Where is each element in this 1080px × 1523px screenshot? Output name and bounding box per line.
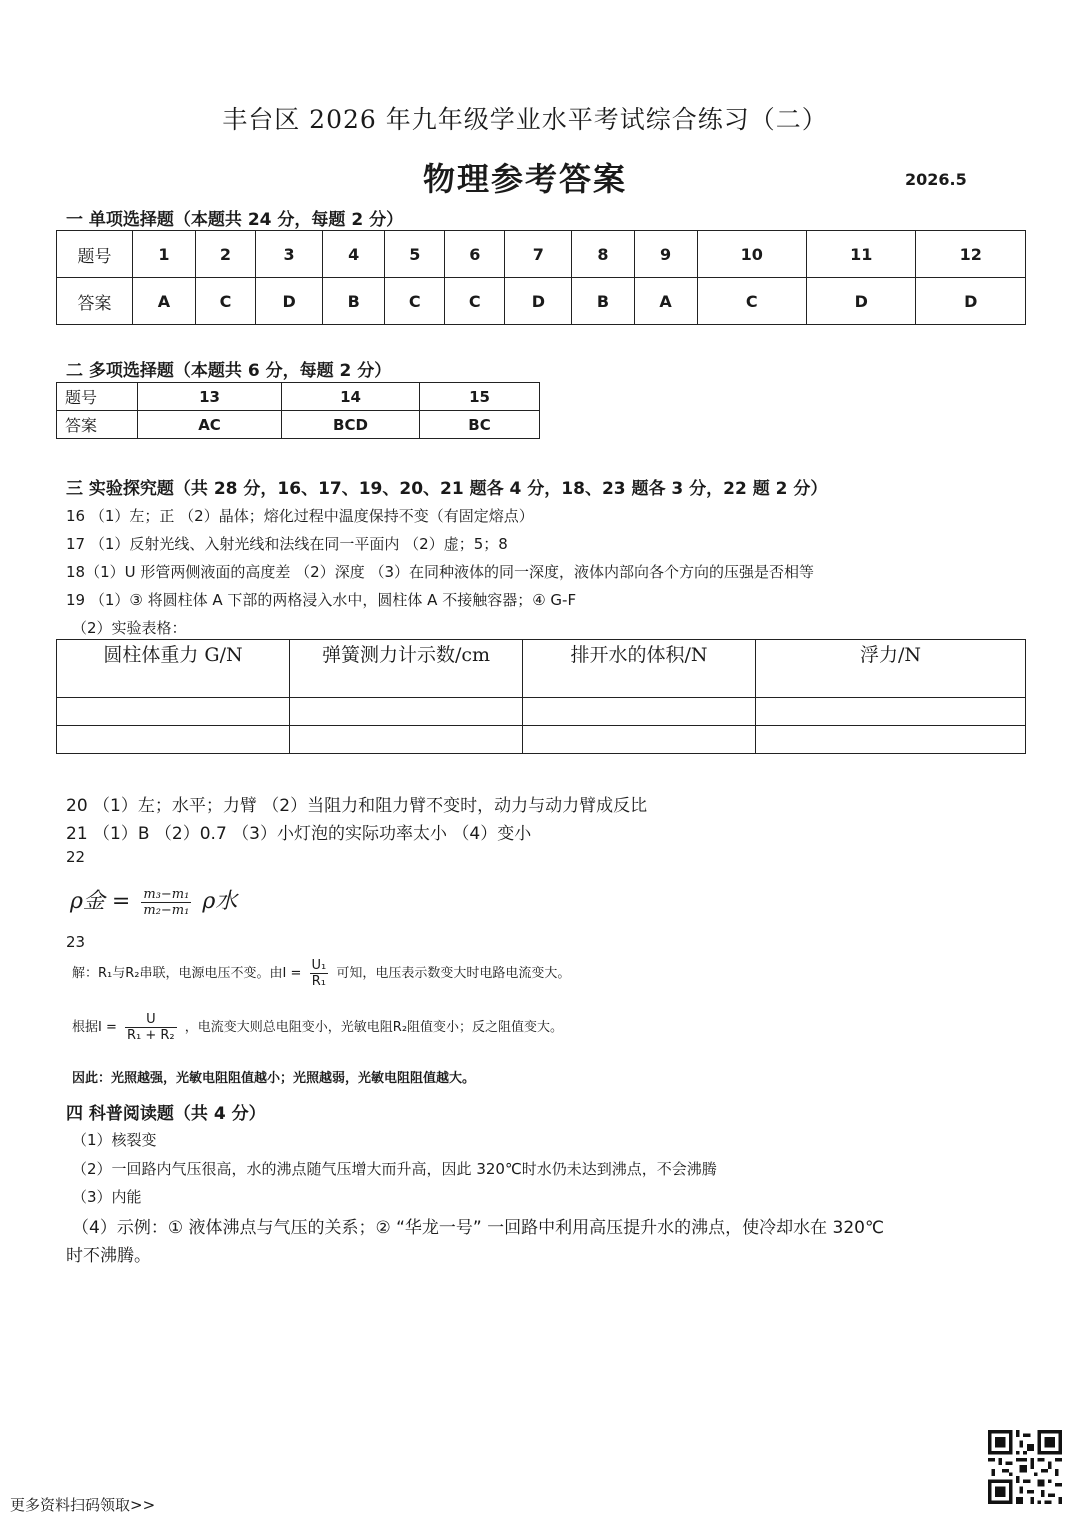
doc-date: 2026.5 (905, 170, 967, 189)
qr-code-icon[interactable] (988, 1430, 1062, 1504)
table-cell: AC (138, 411, 282, 439)
table-cell: 5 (385, 231, 445, 278)
solution-text: 可知，电压表示数变大时电路电流变大。 (336, 966, 571, 981)
table-row (57, 411, 540, 439)
q23-solution-line1 (72, 958, 570, 989)
answer-q18: 18（1）U 形管两侧液面的高度差 （2）深度 （3）在同种液体的同一深度，液体内部向各个方向的压强是否相等 (66, 563, 815, 581)
answer-s4-1: （1）核裂变 (72, 1131, 157, 1149)
density-formula (70, 884, 237, 918)
table-cell (57, 726, 290, 754)
table-cell: BC (420, 411, 540, 439)
table-cell (57, 698, 290, 726)
table-row (57, 726, 1026, 754)
table-cell (523, 698, 756, 726)
table-cell: D (916, 278, 1026, 325)
footer-link[interactable]: 更多资料扫码领取>> (10, 1496, 156, 1514)
table-cell: D (505, 278, 572, 325)
table-cell: C (385, 278, 445, 325)
answer-q16: 16 （1）左；正 （2）晶体；熔化过程中温度保持不变（有固定熔点） (66, 507, 534, 525)
table-cell: 14 (282, 383, 420, 411)
table-header-cell: 圆柱体重力 G/N (57, 640, 290, 698)
table-header-cell: 浮力/N (756, 640, 1026, 698)
answer-s4-4-line1: （4）示例：① 液体沸点与气压的关系；② “华龙一号” 一回路中利用高压提升水的沸点，使冷却水在 320℃ (72, 1218, 885, 1238)
solution-fraction (125, 1012, 177, 1043)
section1-heading: 一 单项选择题（本题共 24 分，每题 2 分） (66, 210, 404, 230)
table-cell: 10 (697, 231, 806, 278)
experiment-table (56, 639, 1026, 754)
table-row (57, 383, 540, 411)
single-choice-table (56, 230, 1026, 325)
solution-fraction (310, 958, 329, 989)
fraction-numerator: U (125, 1012, 177, 1028)
table-row (57, 640, 1026, 698)
table-cell (290, 726, 523, 754)
multi-choice-table (56, 382, 540, 439)
fraction-numerator: U₁ (311, 958, 327, 973)
q23-solution-line3: 因此：光照越强，光敏电阻阻值越小；光照越弱，光敏电阻阻值越大。 (72, 1071, 476, 1086)
table-cell: D (255, 278, 322, 325)
table-cell: C (445, 278, 505, 325)
table-cell: 1 (133, 231, 196, 278)
table-cell: A (133, 278, 196, 325)
table-header-cell: 弹簧测力计示数/cm (290, 640, 523, 698)
table-cell (290, 698, 523, 726)
table-cell: B (323, 278, 385, 325)
table-cell: D (807, 278, 916, 325)
q23-solution-line2 (72, 1012, 563, 1043)
table-cell: 8 (572, 231, 634, 278)
solution-text: 解：R₁与R₂串联，电源电压不变。由I = (72, 966, 302, 981)
doc-title: 丰台区 2026 年九年级学业水平考试综合练习（二） (222, 105, 828, 134)
table-row (57, 231, 1026, 278)
table-cell: 6 (445, 231, 505, 278)
table-cell: 7 (505, 231, 572, 278)
solution-text: ，电流变大则总电阻变小，光敏电阻R₂阻值变小；反之阻值变大。 (184, 1020, 564, 1035)
table-row (57, 698, 1026, 726)
solution-text: 根据I = (72, 1020, 117, 1035)
answer-q23-label: 23 (66, 933, 86, 951)
table-cell: 4 (323, 231, 385, 278)
table-cell: 15 (420, 383, 540, 411)
table-cell: 12 (916, 231, 1026, 278)
table-cell: 9 (634, 231, 697, 278)
doc-subtitle: 物理参考答案 (422, 160, 627, 198)
table-cell: 11 (807, 231, 916, 278)
table-cell: 3 (255, 231, 322, 278)
table-row (57, 278, 1026, 325)
fraction-denominator: R₁ (311, 974, 326, 989)
answer-s4-2: （2）一回路内气压很高，水的沸点随气压增大而升高，因此 320℃时水仍未达到沸点，不会沸腾 (72, 1160, 717, 1178)
table-cell: B (572, 278, 634, 325)
fraction-denominator: R₁ + R₂ (127, 1028, 175, 1043)
table-cell: C (196, 278, 256, 325)
table-cell: A (634, 278, 697, 325)
table-cell (756, 726, 1026, 754)
row-label: 题号 (57, 231, 133, 278)
table-cell (756, 698, 1026, 726)
answer-s4-3: （3）内能 (72, 1188, 142, 1206)
table-cell: BCD (282, 411, 420, 439)
q19-table-label: （2）实验表格： (72, 619, 187, 637)
section4-heading: 四 科普阅读题（共 4 分） (66, 1104, 266, 1124)
answer-s4-4-line2: 时不沸腾。 (66, 1246, 151, 1266)
section2-heading: 二 多项选择题（本题共 6 分，每题 2 分） (66, 361, 392, 381)
answer-q20: 20 （1）左；水平；力臂 （2）当阻力和阻力臂不变时，动力与动力臂成反比 (66, 796, 648, 816)
answer-q17: 17 （1）反射光线、入射光线和法线在同一平面内 （2）虚；5；8 (66, 535, 508, 553)
formula-rhs: ρ水 (202, 889, 238, 914)
row-label: 题号 (57, 383, 138, 411)
table-cell (523, 726, 756, 754)
section3-heading: 三 实验探究题（共 28 分，16、17、19、20、21 题各 4 分，18、23 题各 3 分，22 题 2 分） (66, 479, 828, 499)
answer-q21: 21 （1）B （2）0.7 （3）小灯泡的实际功率太小 （4）变小 (66, 824, 532, 844)
row-label: 答案 (57, 411, 138, 439)
formula-fraction (141, 887, 191, 918)
row-label: 答案 (57, 278, 133, 325)
formula-lhs: ρ金 = (70, 889, 131, 914)
formula-denominator: m₂−m₁ (143, 902, 190, 918)
answer-q19: 19 （1）③ 将圆柱体 A 下部的两格浸入水中，圆柱体 A 不接触容器；④ G-F (66, 591, 577, 609)
answer-q22-label: 22 (66, 848, 86, 866)
formula-numerator: m₃−m₁ (143, 886, 190, 902)
table-header-cell: 排开水的体积/N (523, 640, 756, 698)
table-cell: 13 (138, 383, 282, 411)
table-cell: C (697, 278, 806, 325)
table-cell: 2 (196, 231, 256, 278)
